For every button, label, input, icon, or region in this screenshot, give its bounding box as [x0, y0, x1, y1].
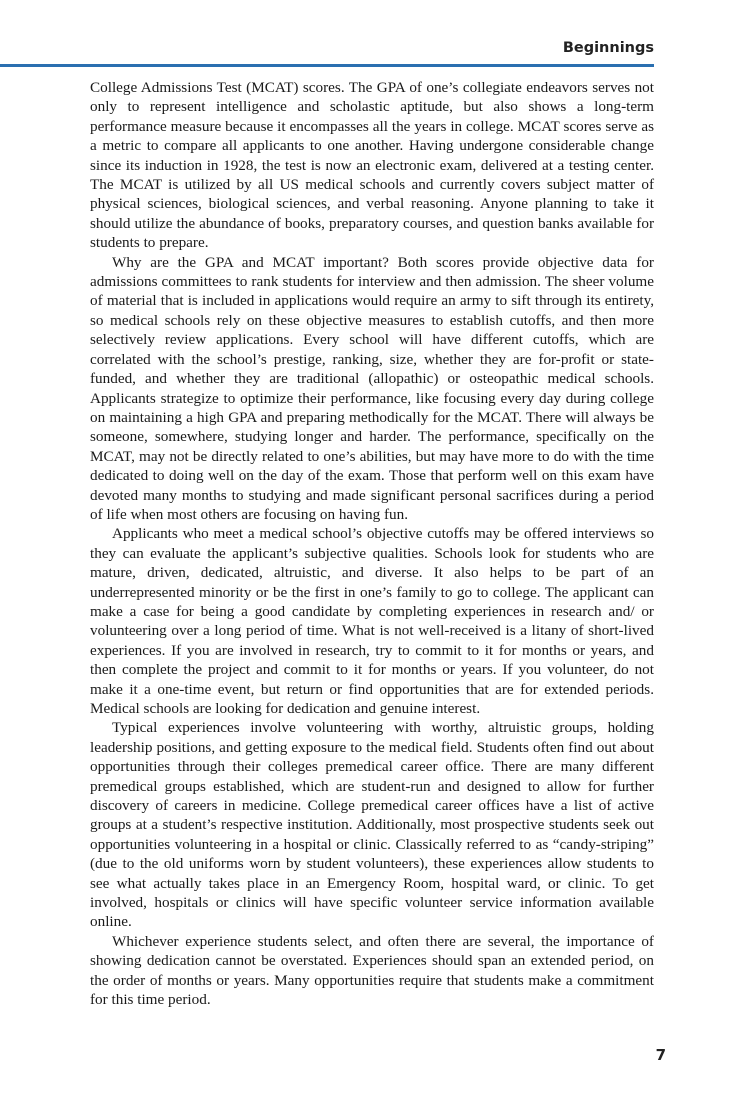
page-number: 7 — [655, 1046, 666, 1064]
paragraph-3: Applicants who meet a medical school’s objective cutoffs may be offered interviews so they can evaluate the applicant’s subjective qualities. Schools look for students who are mature, driven, dedicated, altruistic, and diverse. It also helps to be part of an underrepresented minority or be the first in one’s family to go to college. The applicant can make a case for being a good candidate by completing experiences in research and/ or volunteering over a long period of time. What is not well-received is a litany of short-lived experiences. If you are involved in research, try to commit to it for months or years, and then complete the project and commit to it for months or years. If you volunteer, do not make it a one-time event, but return or find opportunities that are for extended periods. Medical schools are looking for dedication and genuine interest. — [90, 525, 654, 717]
paragraph-4: Typical experiences involve volunteering with worthy, altruistic groups, holding leadership positions, and getting exposure to the medical field. Students often find out about opportunities through their colleges premedical career office. There are many different premedical groups established, which are student-run and designed to allow for further discovery of careers in medicine. College premedical career offices have a list of active groups at a student’s respective institution. Additionally, most prospective students seek out opportunities volunteering in a hospital or clinic. Classically referred to as “candy-striping” (due to the old uniforms worn by student volunteers), these experiences allow students to see what actually takes place in an Emergency Room, hospital ward, or clinic. To get involved, hospitals or clinics will have specific volunteer service information available online. — [90, 719, 654, 931]
paragraph-5: Whichever experience students select, and often there are several, the importance of showing dedication cannot be overstated. Experiences should span an extended period, on the order of months or years. Many opportunities require that students make a commitment for this time period. — [90, 932, 654, 1009]
body-text — [90, 78, 654, 1010]
paragraph-2: Why are the GPA and MCAT important? Both scores provide objective data for admissions committees to rank students for interview and then admission. The sheer volume of material that is included in applications would require an army to sift through its entirety, so medical schools rely on these objective measures to establish cutoffs, and then more selectively review applications. Every school will have different cutoffs, which are correlated with the school’s prestige, ranking, size, whether they are for-profit or state-funded, and whether they are traditional (allopathic) or osteopathic medical schools. Applicants strategize to optimize their performance, like focusing every day during college on maintaining a high GPA and preparing methodically for the MCAT. There will always be someone, somewhere, studying longer and harder. The performance, specifically on the MCAT, may not be directly related to one’s abilities, but may have more to do with the time dedicated to doing well on the day of the exam. Those that perform well on this exam have devoted many months to studying and made significant personal sacrifices during a period of life when most others are focusing on having fun. — [90, 253, 654, 523]
running-title: Beginnings — [562, 40, 654, 56]
paragraph-1: College Admissions Test (MCAT) scores. The GPA of one’s collegiate endeavors serves not only to represent intelligence and scholastic aptitude, but also shows a long-term performance measure because it encompasses all the years in college. MCAT scores serve as a metric to compare all applicants to one another. Having undergone considerable change since its induction in 1928, the test is now an electronic exam, delivered at a testing center. The MCAT is utilized by all US medical schools and currently covers subject matter of physical sciences, biological sciences, and verbal reasoning. Anyone planning to take it should utilize the abundance of books, preparatory courses, and question banks available for students to prepare. — [90, 79, 654, 252]
header-rule — [0, 64, 654, 67]
